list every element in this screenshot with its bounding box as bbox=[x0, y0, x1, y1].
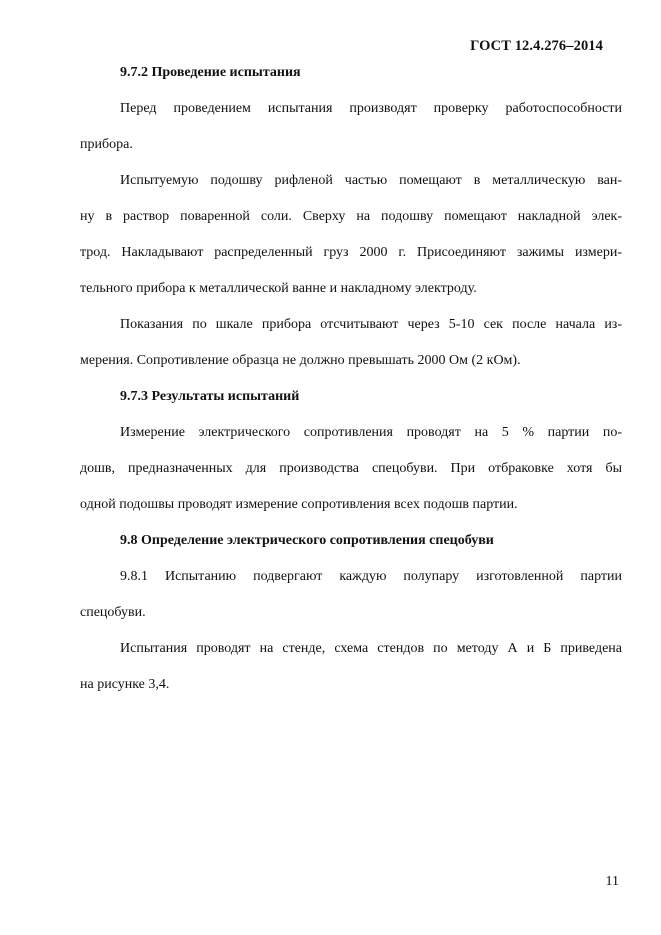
paragraph-test-stand bbox=[80, 631, 622, 703]
text-line: одной подошвы проводят измерение сопротивления всех подошв партии. bbox=[80, 497, 518, 512]
page-number: 11 bbox=[605, 874, 619, 889]
paragraph-readings bbox=[80, 307, 622, 379]
text-line: Испытания проводят на стенде, схема стендов по методу А и Б приведена bbox=[120, 641, 622, 656]
text-line: дошв, предназначенных для производства спецобуви. При отбраковке хотя бы bbox=[80, 461, 622, 476]
paragraph-sole-placement bbox=[80, 163, 622, 307]
text-line: прибора. bbox=[80, 137, 133, 152]
text-line: тельного прибора к металлической ванне и накладному электроду. bbox=[80, 281, 477, 296]
text-line: Перед проведением испытания производят проверку работоспособности bbox=[120, 101, 622, 116]
text-line: Измерение электрического сопротивления проводят на 5 % партии по- bbox=[120, 425, 622, 440]
text-line: ну в раствор поваренной соли. Сверху на подошву помещают накладной элек- bbox=[80, 209, 622, 224]
text-line: Испытуемую подошву рифленой частью помещают в металлическую ван- bbox=[120, 173, 622, 188]
section-heading-9-7-3: 9.7.3 Результаты испытаний bbox=[120, 389, 300, 404]
text-line: 9.8.1 Испытанию подвергают каждую полупару изготовленной партии bbox=[120, 569, 622, 584]
document-body bbox=[80, 55, 622, 703]
text-line: Показания по шкале прибора отсчитывают через 5-10 сек после начала из- bbox=[120, 317, 622, 332]
text-line: мерения. Сопротивление образца не должно превышать 2000 Ом (2 кОм). bbox=[80, 353, 521, 368]
paragraph-check-device bbox=[80, 91, 622, 163]
text-line: спецобуви. bbox=[80, 605, 146, 620]
text-line: трод. Накладывают распределенный груз 2000 г. Присоединяют зажимы измери- bbox=[80, 245, 622, 260]
text-line: на рисунке 3,4. bbox=[80, 677, 170, 692]
paragraph-each-half-pair bbox=[80, 559, 622, 631]
section-heading-9-7-2: 9.7.2 Проведение испытания bbox=[120, 65, 301, 80]
section-heading-9-8: 9.8 Определение электрического сопротивления спецобуви bbox=[120, 533, 494, 548]
standard-code-header: ГОСТ 12.4.276–2014 bbox=[470, 38, 603, 54]
paragraph-resistance-measurement bbox=[80, 415, 622, 523]
